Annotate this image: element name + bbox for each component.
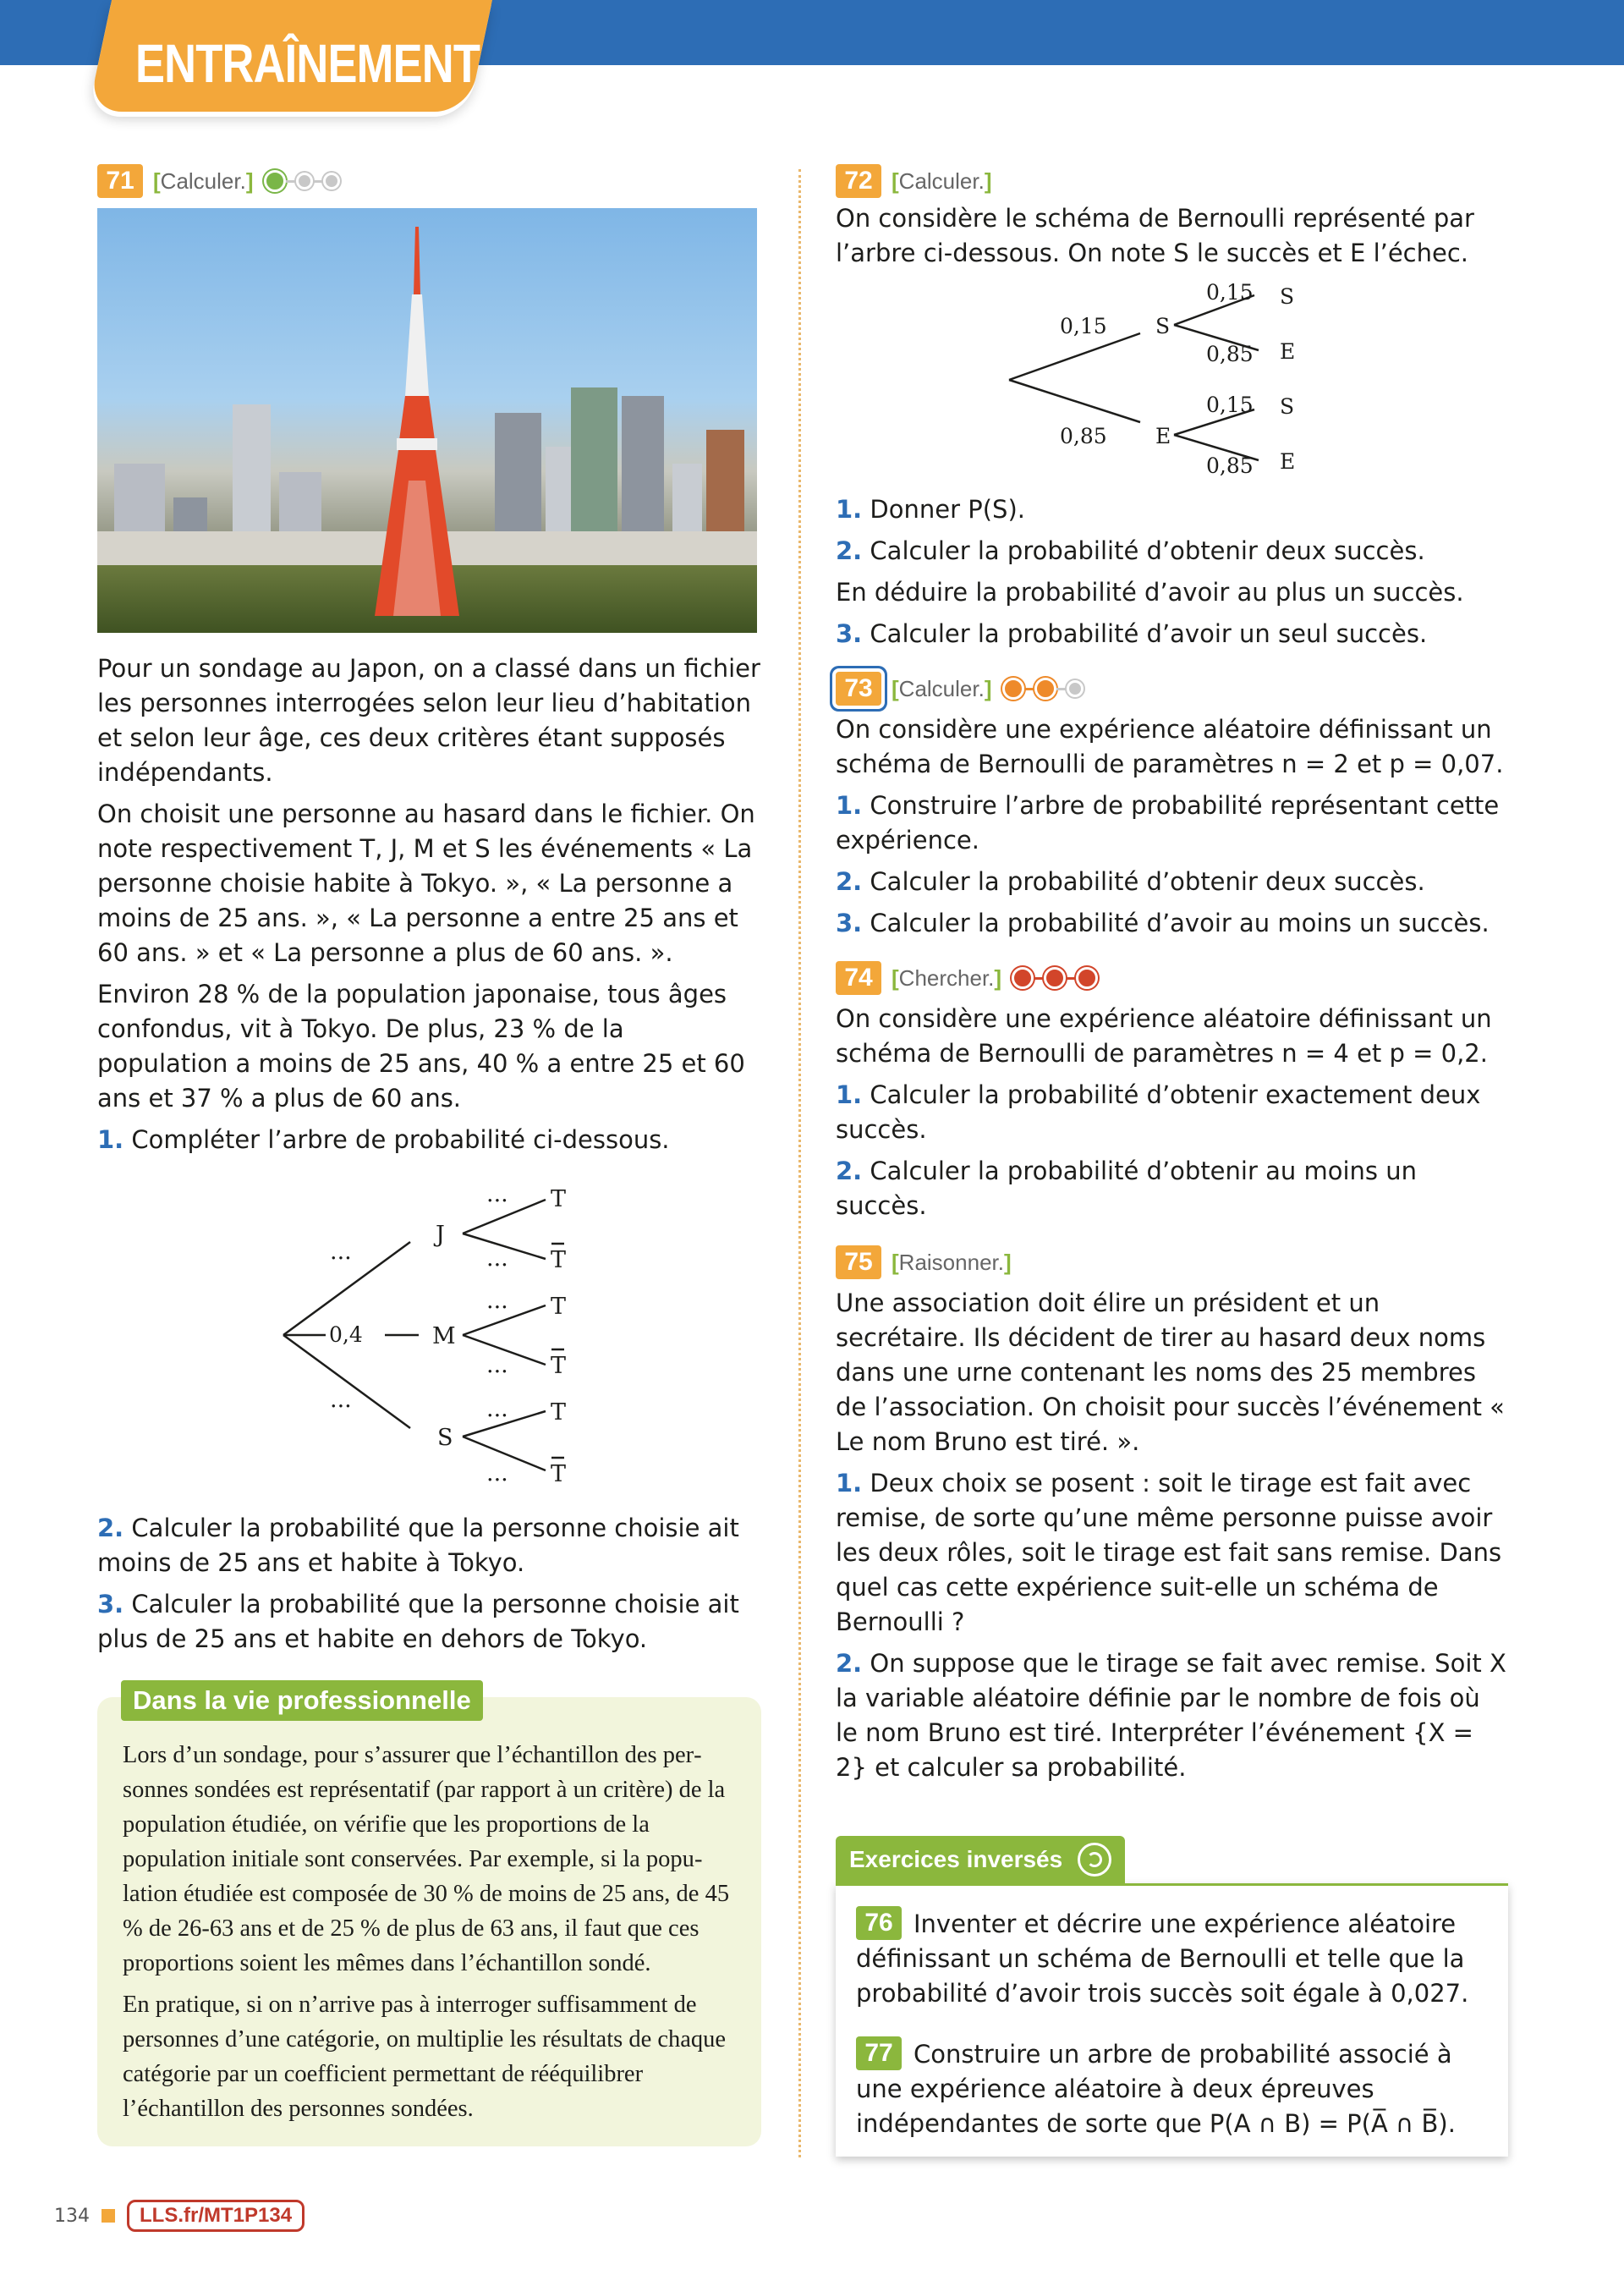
svg-text:0,15: 0,15 [1206, 393, 1254, 417]
exercise-71-text: Pour un sondage au Japon, on a classé dans un fichier les personnes interrogées selon leur lieu d’habitation et selon leur âge, ces deux critères étant supposés indépendants. [97, 654, 760, 787]
question: 1. Compléter l’arbre de probabilité ci-dessous. [97, 1125, 670, 1154]
svg-text:...: ... [486, 1288, 508, 1314]
inverted-exercises-box [836, 1883, 1508, 2157]
difficulty-indicator [1002, 678, 1084, 700]
question: 2. Calculer la probabilité que la personne choisie ait moins de 25 ans et habite à Tokyo. [97, 1514, 739, 1577]
difficulty-dot [1044, 967, 1066, 989]
svg-text:...: ... [486, 1460, 508, 1486]
bernoulli-tree-72 [1005, 274, 1360, 486]
exercise-tag: [Calculer.] [153, 168, 254, 194]
exercise-73-text: On considère une expérience aléatoire définissant un schéma de Bernoulli de paramètres n = 2 et p = 0,07. [836, 715, 1504, 778]
svg-text:...: ... [330, 1387, 352, 1413]
question: 2. Calculer la probabilité d’obtenir au moins un succès. [836, 1157, 1417, 1220]
difficulty-dot [264, 170, 286, 192]
difficulty-indicator [264, 170, 340, 192]
svg-text:0,15: 0,15 [1206, 280, 1254, 305]
svg-text:T: T [551, 1247, 567, 1273]
tokyo-photo [97, 208, 757, 633]
exercise-number: 74 [836, 961, 881, 995]
exercise-72-header [836, 162, 1508, 200]
difficulty-dot [1076, 967, 1098, 989]
svg-text:E: E [1280, 339, 1296, 364]
svg-text:T: T [551, 1353, 567, 1379]
svg-text:S: S [1280, 394, 1295, 419]
tokyo-tower-graphic [366, 227, 468, 616]
exercise-tag: [Raisonner.] [892, 1249, 1012, 1275]
exercise-71-header [97, 162, 761, 200]
page-footer [54, 2200, 304, 2232]
exercise-71-text: Environ 28 % de la population japonaise, tous âges confondus, vit à Tokyo. De plus, 23 % de la population a moins de 25 ans, 40 % a entre 25 et 60 ans et 37 % a plus de 60 ans. [97, 980, 745, 1113]
exercise-number: 71 [97, 164, 143, 198]
difficulty-dot [1002, 678, 1024, 700]
question: 1. Donner P(S). [836, 495, 1025, 524]
svg-text:S: S [1155, 314, 1171, 338]
exercise-tag: [Chercher.] [892, 964, 1002, 991]
exercise-74-text: On considère une expérience aléatoire définissant un schéma de Bernoulli de paramètres n = 4 et p = 0,2. [836, 1004, 1492, 1068]
difficulty-dot [296, 173, 313, 190]
exercise-74-header [836, 959, 1508, 997]
page-number: 134 [54, 2205, 90, 2227]
exercise-73-header [836, 670, 1508, 707]
question: 2. Calculer la probabilité d’obtenir deux succès. [836, 536, 1425, 565]
svg-text:S: S [1280, 284, 1295, 309]
column-divider [798, 169, 801, 2157]
exercise-tag: [Calculer.] [892, 675, 992, 701]
footer-square-icon [102, 2209, 115, 2223]
exercise-75-header [836, 1244, 1508, 1281]
exercise-72-text: On considère le schéma de Bernoulli représenté par l’arbre ci-dessous. On note S le succès et E l’échec. [836, 204, 1474, 267]
exercise-71-text: On choisit une personne au hasard dans le fichier. On note respectivement T, J, M et S les événements « La personne choisie habite à Tokyo. », « La personne a moins de 25 ans. », « La personne a entre 25 ans et 60 ans. » et « La personne a plus de 60 ans. ». [97, 800, 755, 967]
svg-text:...: ... [486, 1352, 508, 1378]
probability-tree-71 [275, 1166, 630, 1504]
svg-text:0,15: 0,15 [1060, 314, 1107, 338]
inverted-exercises-label: Exercices inversés [836, 1836, 1125, 1883]
difficulty-dot [323, 173, 340, 190]
question: 2. Calculer la probabilité d’obtenir deux succès. [836, 867, 1425, 896]
question: 1. Calculer la probabilité d’obtenir exactement deux succès. [836, 1080, 1481, 1144]
right-column [836, 162, 1508, 2157]
svg-text:J: J [436, 1222, 445, 1248]
svg-text:0,85: 0,85 [1206, 453, 1254, 478]
refresh-icon [1078, 1843, 1111, 1877]
svg-text:T: T [551, 1186, 567, 1212]
svg-text:E: E [1155, 424, 1171, 448]
professional-life-text: Lors d’un sondage, pour s’assurer que l’échantillon des personnes sondées est représentatif (par rapport à un critère) de la population étudiée, on vérifie que les proportions de la population initiale sont conservées. Par exemple, si la population étudiée est composée de 30 % de moins de 25 ans, de 45 % de 26-63 ans et de 25 % de plus de 63 ans, il faut que ces proportions soient les mêmes dans l’échantillon sondé. [123, 1742, 730, 1976]
exercise-76: 76 Inventer et décrire une expérience aléatoire définissant un schéma de Bernoulli et telle que la probabilité d’avoir trois succès soit égale à 0,027. [856, 1906, 1486, 2011]
difficulty-dot [1034, 678, 1056, 700]
svg-text:...: ... [330, 1239, 352, 1265]
exercise-number: 73 [836, 672, 881, 706]
professional-life-text: En pratique, si on n’arrive pas à interroger suffisamment de personnes d’une catégorie, on multiplie les résultats de chaque catégorie par un coefficient permettant de rééquilibrer l’échantillon des personnes sondées. [123, 1992, 727, 2122]
question: 2. On suppose que le tirage se fait avec remise. Soit X la variable aléatoire définie par le nombre de fois où le nom Bruno est tiré. Interpréter l’événement {X = 2} et calculer sa probabilité. [836, 1649, 1506, 1782]
exercise-number: 75 [836, 1245, 881, 1279]
online-link[interactable]: LLS.fr/MT1P134 [127, 2200, 304, 2232]
difficulty-dot [1067, 680, 1084, 697]
section-title: ENTRAÎNEMENT [135, 33, 480, 94]
exercise-number: 72 [836, 164, 881, 198]
professional-life-label: Dans la vie professionnelle [121, 1680, 483, 1721]
exercise-75-text: Une association doit élire un président et un secrétaire. Ils décident de tirer au hasard deux noms dans une urne contenant les noms des 25 membres de l’association. On choisit pour succès l’événement « Le nom Bruno est tiré. ». [836, 1289, 1505, 1456]
professional-life-box [97, 1685, 761, 2146]
question: 1. Deux choix se posent : soit le tirage est fait avec remise, de sorte qu’une même personne puisse avoir les deux rôles, soit le tirage est fait sans remise. Dans quel cas cette expérience suit-elle un schéma de Bernoulli ? [836, 1469, 1502, 1636]
question: 3. Calculer la probabilité d’avoir un seul succès. [836, 619, 1428, 648]
svg-text:...: ... [486, 1245, 508, 1272]
difficulty-indicator [1012, 967, 1098, 989]
svg-text:M: M [432, 1323, 456, 1349]
svg-text:E: E [1280, 449, 1296, 474]
difficulty-dot [1012, 967, 1034, 989]
svg-text:T: T [551, 1294, 567, 1320]
left-column [97, 162, 761, 2146]
question: En déduire la probabilité d’avoir au plus un succès. [836, 578, 1464, 607]
svg-text:...: ... [486, 1396, 508, 1422]
question: 1. Construire l’arbre de probabilité représentant cette expérience. [836, 791, 1500, 854]
question: 3. Calculer la probabilité que la personne choisie ait plus de 25 ans et habite en dehors de Tokyo. [97, 1590, 739, 1653]
question: 3. Calculer la probabilité d’avoir au moins un succès. [836, 909, 1490, 937]
svg-text:S: S [437, 1425, 453, 1451]
inverted-exercises [836, 1836, 1508, 2157]
svg-text:0,85: 0,85 [1060, 424, 1107, 448]
exercise-tag: [Calculer.] [892, 168, 992, 194]
svg-text:T: T [551, 1461, 567, 1487]
svg-text:...: ... [486, 1181, 508, 1207]
exercise-77: 77 Construire un arbre de probabilité associé à une expérience aléatoire à deux épreuves indépendantes de sorte que P(A ∩ B) = P(A̅ ∩ B̅). [856, 2036, 1486, 2141]
svg-text:0,85: 0,85 [1206, 342, 1254, 366]
svg-text:T: T [551, 1399, 567, 1426]
svg-text:0,4: 0,4 [329, 1322, 363, 1347]
